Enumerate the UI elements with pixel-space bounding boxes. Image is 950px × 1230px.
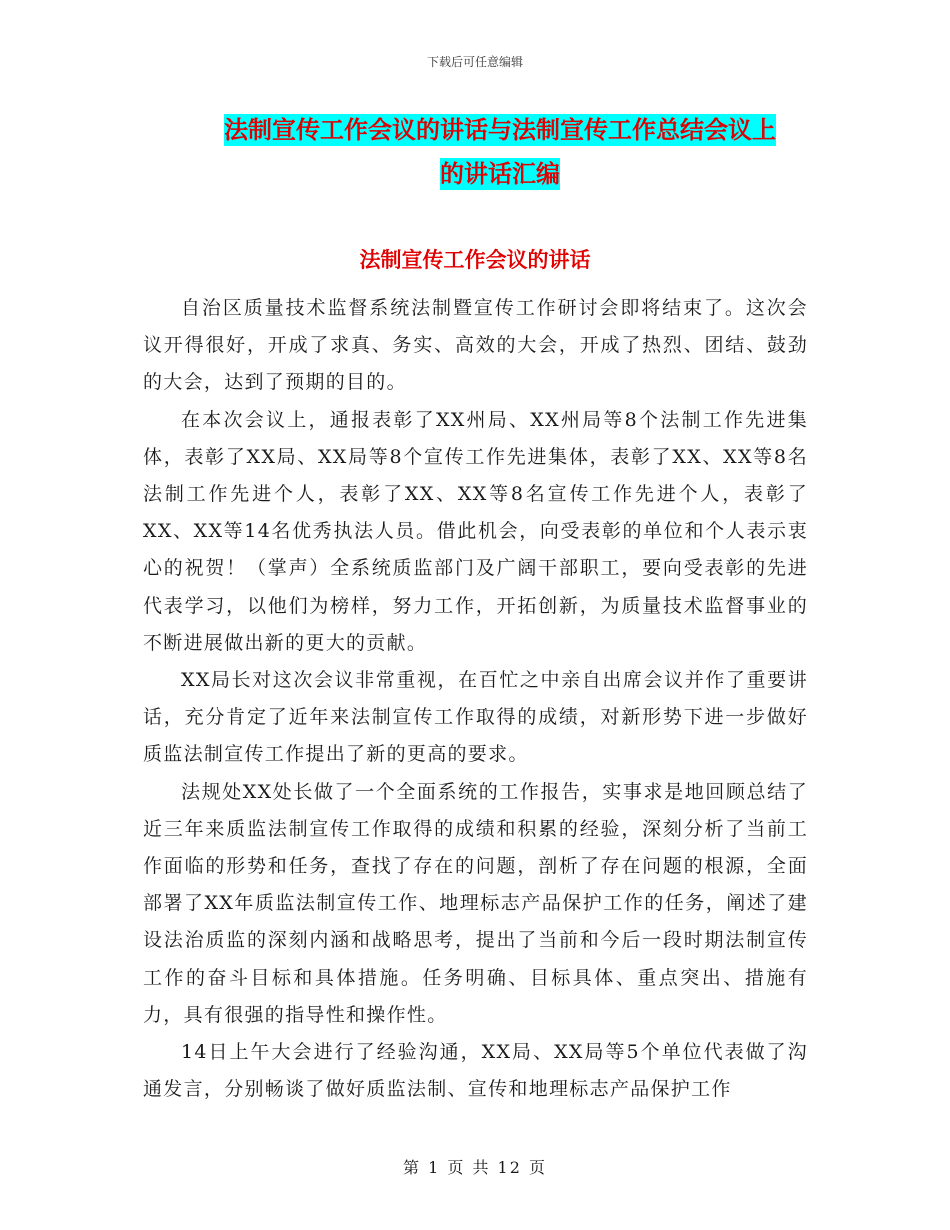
- body-text: [143, 290, 808, 1108]
- paragraph: 在本次会议上，通报表彰了XX州局、XX州局等8个法制工作先进集体，表彰了XX局、XX局等8个宣传工作先进集体，表彰了XX、XX等8名法制工作先进个人，表彰了XX、XX等8名宣传工作先进个人，表彰了XX、XX等14名优秀执法人员。借此机会，向受表彰的单位和个人表示衷心的祝贺！（掌声）全系统质监部门及广阔干部职工，要向受表彰的先进代表学习，以他们为榜样，努力工作，开拓创新，为质量技术监督事业的不断进展做出新的更大的贡献。: [143, 408, 808, 654]
- document-title-line-1: 法制宣传工作会议的讲话与法制宣传工作总结会议上: [224, 116, 776, 144]
- paragraph: 法规处XX处长做了一个全面系统的工作报告，实事求是地回顾总结了近三年来质监法制宣传工作取得的成绩和积累的经验，深刻分析了当前工作面临的形势和任务，查找了存在的问题，剖析了存在问题的根源，全面部署了XX年质监法制宣传工作、地理标志产品保护工作的任务，阐述了建设法治质监的深刻内涵和战略思考，提出了当前和今后一段时期法制宣传工作的奋斗目标和具体措施。任务明确、目标具体、重点突出、措施有力，具有很强的指导性和操作性。: [143, 780, 808, 1026]
- page-header-note: 下载后可任意编辑: [426, 55, 523, 69]
- page-footer: 第 1 页 共 12 页: [403, 1158, 547, 1177]
- paragraph: 自治区质量技术监督系统法制暨宣传工作研讨会即将结束了。这次会议开得很好，开成了求真、务实、高效的大会，开成了热烈、团结、鼓劲的大会，达到了预期的目的。: [143, 297, 808, 394]
- paragraph: 14日上午大会进行了经验沟通，XX局、XX局等5个单位代表做了沟通发言，分别畅谈了做好质监法制、宣传和地理标志产品保护工作: [143, 1041, 808, 1101]
- paragraph: XX局长对这次会议非常重视，在百忙之中亲自出席会议并作了重要讲话，充分肯定了近年来法制宣传工作取得的成绩，对新形势下进一步做好质监法制宣传工作提出了新的更高的要求。: [143, 669, 808, 766]
- document-title: [190, 108, 810, 196]
- section-title: 法制宣传工作会议的讲话: [359, 248, 591, 272]
- document-title-line-2: 的讲话汇编: [440, 160, 560, 188]
